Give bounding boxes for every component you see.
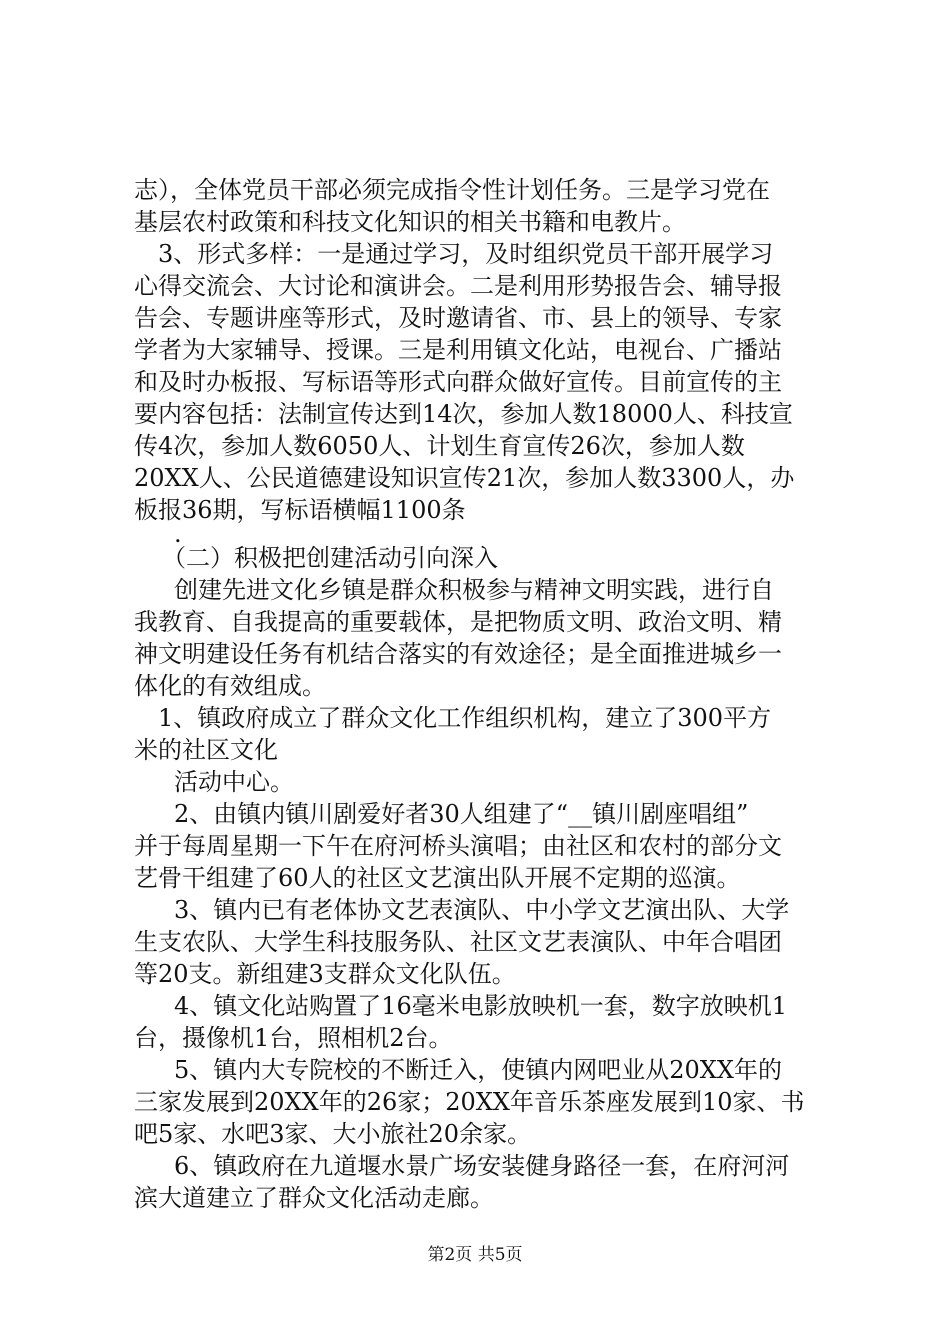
text-line: 20XX人、公民道德建设知识宣传21次，参加人数3300人，办 [134,464,795,492]
text-line: 3、镇内已有老体协文艺表演队、中小学文艺演出队、大学 [150,896,790,924]
text-line: 体化的有效组成。 [134,672,326,700]
text-line: 滨大道建立了群众文化活动走廊。 [134,1184,494,1212]
text-line: 等20支。新组建3支群众文化队伍。 [134,960,516,988]
text-line: 我教育、自我提高的重要载体，是把物质文明、政治文明、精 [134,608,782,636]
text-line: 生支农队、大学生科技服务队、社区文艺表演队、中年合唱团 [134,928,782,956]
text-line: 并于每周星期一下午在府河桥头演唱；由社区和农村的部分文 [134,832,782,860]
text-line: 基层农村政策和科技文化知识的相关书籍和电教片。 [134,208,686,236]
text-line: 4、镇文化站购置了16毫米电影放映机一套，数字放映机1 [150,992,788,1020]
text-line: 台，摄像机1台，照相机2台。 [134,1024,453,1052]
text-line: 板报36期，写标语横幅1100条 [134,496,466,524]
text-line: 要内容包括：法制宣传达到14次，参加人数18000人、科技宣 [134,400,793,428]
text-line: . [150,520,182,548]
text-line: 2、由镇内镇川剧爱好者30人组建了“__镇川剧座唱组” [150,800,749,828]
text-line: 5、镇内大专院校的不断迁入，使镇内网吧业从20XX年的 [150,1056,782,1084]
text-line: 传4次，参加人数6050人、计划生育宣传26次，参加人数 [134,432,745,460]
text-line: 创建先进文化乡镇是群众积极参与精神文明实践，进行自 [150,576,774,604]
text-line: 活动中心。 [150,768,294,796]
text-line: 三家发展到20XX年的26家；20XX年音乐茶座发展到10家、书 [134,1088,805,1116]
text-line: 1、镇政府成立了群众文化工作组织机构，建立了300平方 [134,704,772,732]
text-line: 3、形式多样：一是通过学习，及时组织党员干部开展学习 [134,240,774,268]
text-line: 心得交流会、大讨论和演讲会。二是利用形势报告会、辅导报 [134,272,782,300]
page-footer: 第2页 共5页 [427,1245,523,1265]
section-heading: （二）积极把创建活动引向深入 [150,544,498,572]
text-line: 米的社区文化 [134,736,278,764]
text-line: 吧5家、水吧3家、大小旅社20余家。 [134,1120,532,1148]
text-line: 告会、专题讲座等形式，及时邀请省、市、县上的领导、专家 [134,304,782,332]
text-line: 志），全体党员干部必须完成指令性计划任务。三是学习党在 [134,176,770,204]
text-line: 学者为大家辅导、授课。三是利用镇文化站，电视台、广播站 [134,336,782,364]
text-line: 神文明建设任务有机结合落实的有效途径；是全面推进城乡一 [134,640,782,668]
text-line: 6、镇政府在九道堰水景广场安装健身路径一套，在府河河 [150,1152,790,1180]
text-line: 和及时办板报、写标语等形式向群众做好宣传。目前宣传的主 [134,368,782,396]
text-line: 艺骨干组建了60人的社区文艺演出队开展不定期的巡演。 [134,864,741,892]
